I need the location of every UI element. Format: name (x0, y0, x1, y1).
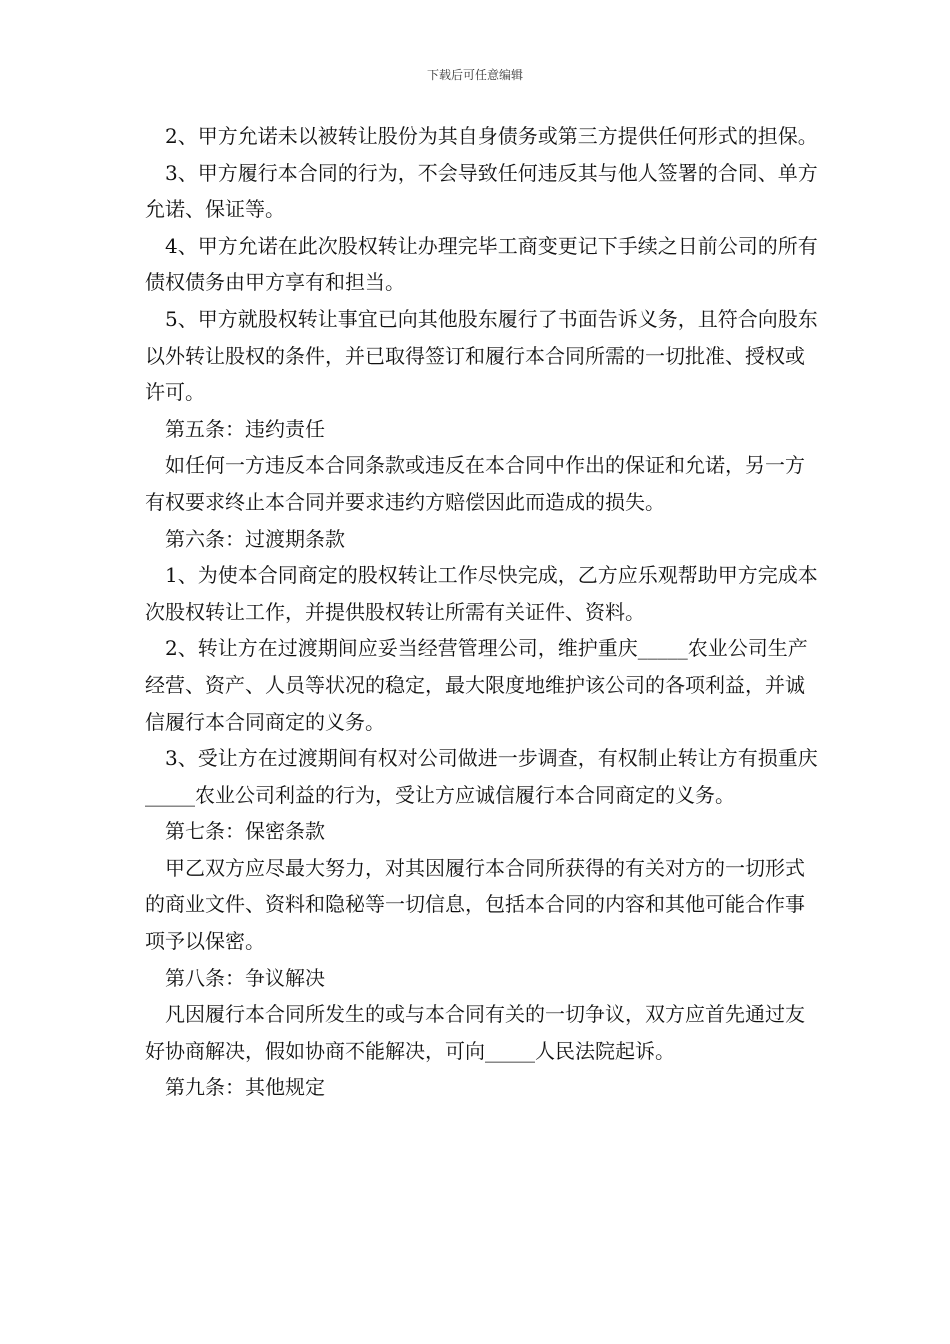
section-heading: 第七条：保密条款 (165, 819, 325, 844)
clause-paragraph: 凡因履行本合同所发生的或与本合同有关的一切争议，双方应首先通过友好协商解决，假如协商不能解决，可向_____人民法院起诉。 (145, 1002, 805, 1063)
clause-paragraph: 2、甲方允诺未以被转让股份为其自身债务或第三方提供任何形式的担保。 (165, 124, 818, 148)
clause-paragraph: 5、甲方就股权转让事宜已向其他股东履行了书面告诉义务，且符合向股东以外转让股权的条件，并已取得签订和履行本合同所需的一切批准、授权或许可。 (145, 306, 818, 405)
section-heading: 第九条：其他规定 (165, 1075, 325, 1100)
clause-paragraph: 如任何一方违反本合同条款或违反在本合同中作出的保证和允诺，另一方有权要求终止本合同并要求违约方赔偿因此而造成的损失。 (145, 453, 805, 514)
clause-paragraph: 1、为使本合同商定的股权转让工作尽快完成，乙方应乐观帮助甲方完成本次股权转让工作，并提供股权转让所需有关证件、资料。 (145, 563, 818, 624)
section-heading: 第八条：争议解决 (165, 965, 325, 990)
page-header: 下载后可任意编辑 (426, 68, 523, 82)
clause-paragraph: 4、甲方允诺在此次股权转让办理完毕工商变更记下手续之日前公司的所有债权债务由甲方享有和担当。 (145, 233, 818, 295)
section-heading: 第六条：过渡期条款 (165, 526, 345, 551)
clause-paragraph: 3、受让方在过渡期间有权对公司做进一步调查，有权制止转让方有损重庆_____农业公司利益的行为，受让方应诚信履行本合同商定的义务。 (145, 746, 818, 807)
clause-paragraph: 3、甲方履行本合同的行为，不会导致任何违反其与他人签署的合同、单方允诺、保证等。 (145, 160, 818, 222)
clause-paragraph: 甲乙双方应尽最大努力，对其因履行本合同所获得的有关对方的一切形式的商业文件、资料和隐秘等一切信息，包括本合同的内容和其他可能合作事项予以保密。 (145, 855, 805, 954)
section-heading: 第五条：违约责任 (165, 416, 325, 441)
document-body (145, 118, 823, 1106)
clause-paragraph: 2、转让方在过渡期间应妥当经营管理公司，维护重庆_____农业公司生产经营、资产、人员等状况的稳定，最大限度地维护该公司的各项利益，并诚信履行本合同商定的义务。 (145, 636, 808, 734)
